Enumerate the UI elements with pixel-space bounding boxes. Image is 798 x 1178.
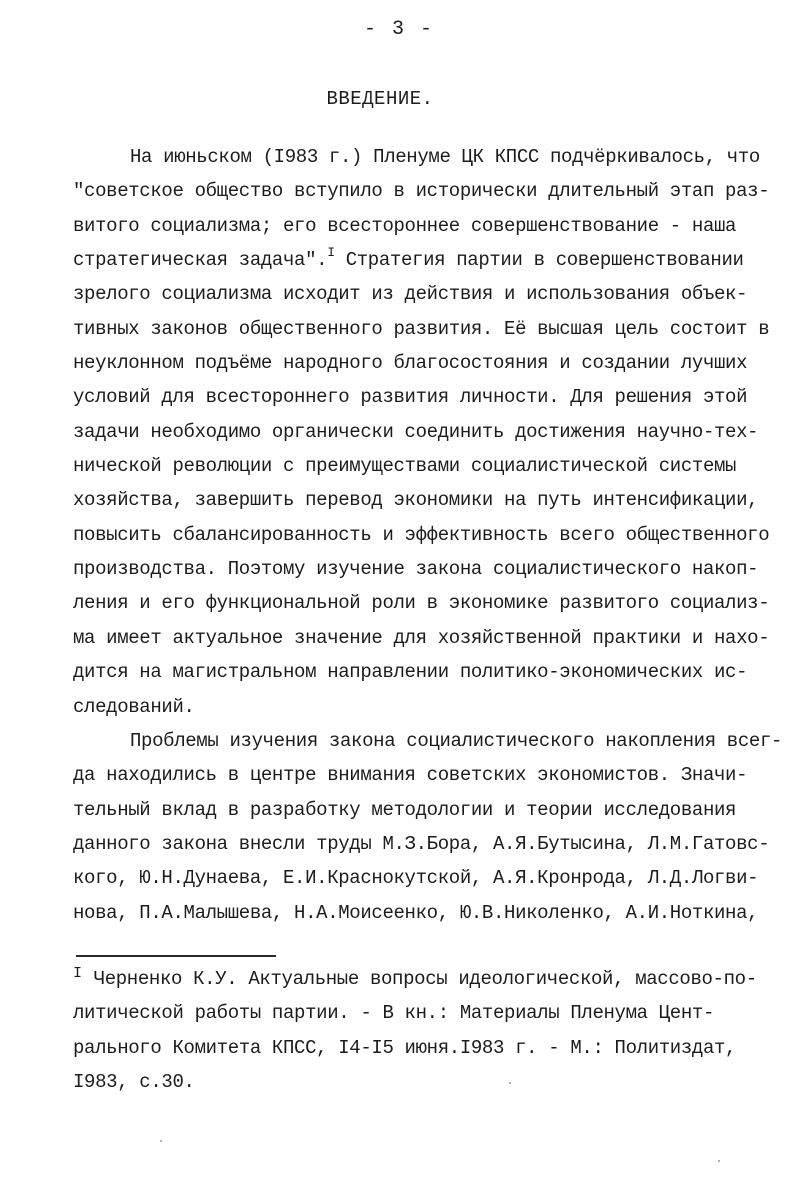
- text-line: хозяйства, завершить перевод экономики на путь интенсификации,: [73, 489, 759, 512]
- text-segment: Черненко К.У. Актуальные вопросы идеологической, массово-по-: [93, 968, 757, 990]
- footnote-mark: I: [73, 965, 82, 982]
- text-line: да находились в центре внимания советских экономистов. Значи-: [73, 764, 748, 787]
- text-line: следований.: [73, 695, 195, 718]
- text-line: Проблемы изучения закона социалистического накопления всег-: [130, 729, 783, 752]
- text-line: условий для всестороннего развития личности. Для решения этой: [73, 386, 748, 409]
- text-segment: Стратегия партии в совершенствовании: [334, 249, 744, 272]
- body-text: [73, 140, 783, 930]
- text-line: данного закона внесли труды М.З.Бора, А.Я.Бутысина, Л.М.Гатовс-: [73, 832, 770, 855]
- text-line: ма имеет актуальное значение для хозяйственной практики и нахо-: [73, 626, 770, 649]
- scan-speck: [160, 1140, 162, 1142]
- text-line: повысить сбалансированность и эффективность всего общественного: [73, 523, 770, 546]
- text-line: "советское общество вступило в исторически длительный этап раз-: [73, 180, 770, 203]
- text-line: дится на магистральном направлении политико-экономических ис-: [73, 661, 748, 684]
- page-number: - 3 -: [363, 18, 434, 41]
- text-line: неуклонном подъёме народного благосостояния и создании лучших: [73, 352, 748, 375]
- text-segment: стратегическая задача".: [73, 249, 328, 272]
- footnote-reference: I: [327, 245, 335, 261]
- section-heading: ВВЕДЕНИЕ.: [326, 88, 434, 110]
- text-line: кого, Ю.Н.Дунаева, Е.И.Краснокутской, А.Я.Кронрода, Л.Д.Логви-: [73, 867, 759, 890]
- text-line: задачи необходимо органически соединить достижения научно-тех-: [73, 420, 759, 443]
- text-line: витого социализма; его всестороннее совершенствование - наша: [73, 214, 737, 237]
- footnote-line: рального Комитета КПСС, I4-I5 июня.I983 г. - М.: Политиздат,: [73, 1036, 737, 1059]
- footnote-line: [73, 962, 763, 996]
- text-line: зрелого социализма исходит из действия и использования объек-: [73, 283, 748, 306]
- text-line-with-footnote-ref: [73, 243, 763, 277]
- text-line: нова, П.А.Малышева, Н.А.Моисеенко, Ю.В.Николенко, А.И.Ноткина,: [73, 901, 759, 924]
- scan-speck: [718, 1160, 720, 1162]
- footnote: [73, 962, 763, 1099]
- text-line: нической революции с преимуществами социалистической системы: [73, 455, 737, 478]
- footnote-line: литической работы партии. - В кн.: Материалы Пленума Цент-: [73, 1002, 715, 1025]
- text-line: тельный вклад в разработку методологии и теории исследования: [73, 798, 737, 821]
- scan-speck: [509, 1082, 511, 1084]
- text-line: производства. Поэтому изучение закона социалистического накоп-: [73, 558, 759, 581]
- text-line: На июньском (I983 г.) Пленуме ЦК КПСС подчёркивалось, что: [130, 146, 760, 168]
- footnote-line: I983, с.30.: [73, 1070, 195, 1093]
- text-line: тивных законов общественного развития. Её высшая цель состоит в: [73, 317, 770, 340]
- text-line: ления и его функциональной роли в экономике развитого социализ-: [73, 592, 770, 615]
- footnote-separator: [76, 955, 276, 957]
